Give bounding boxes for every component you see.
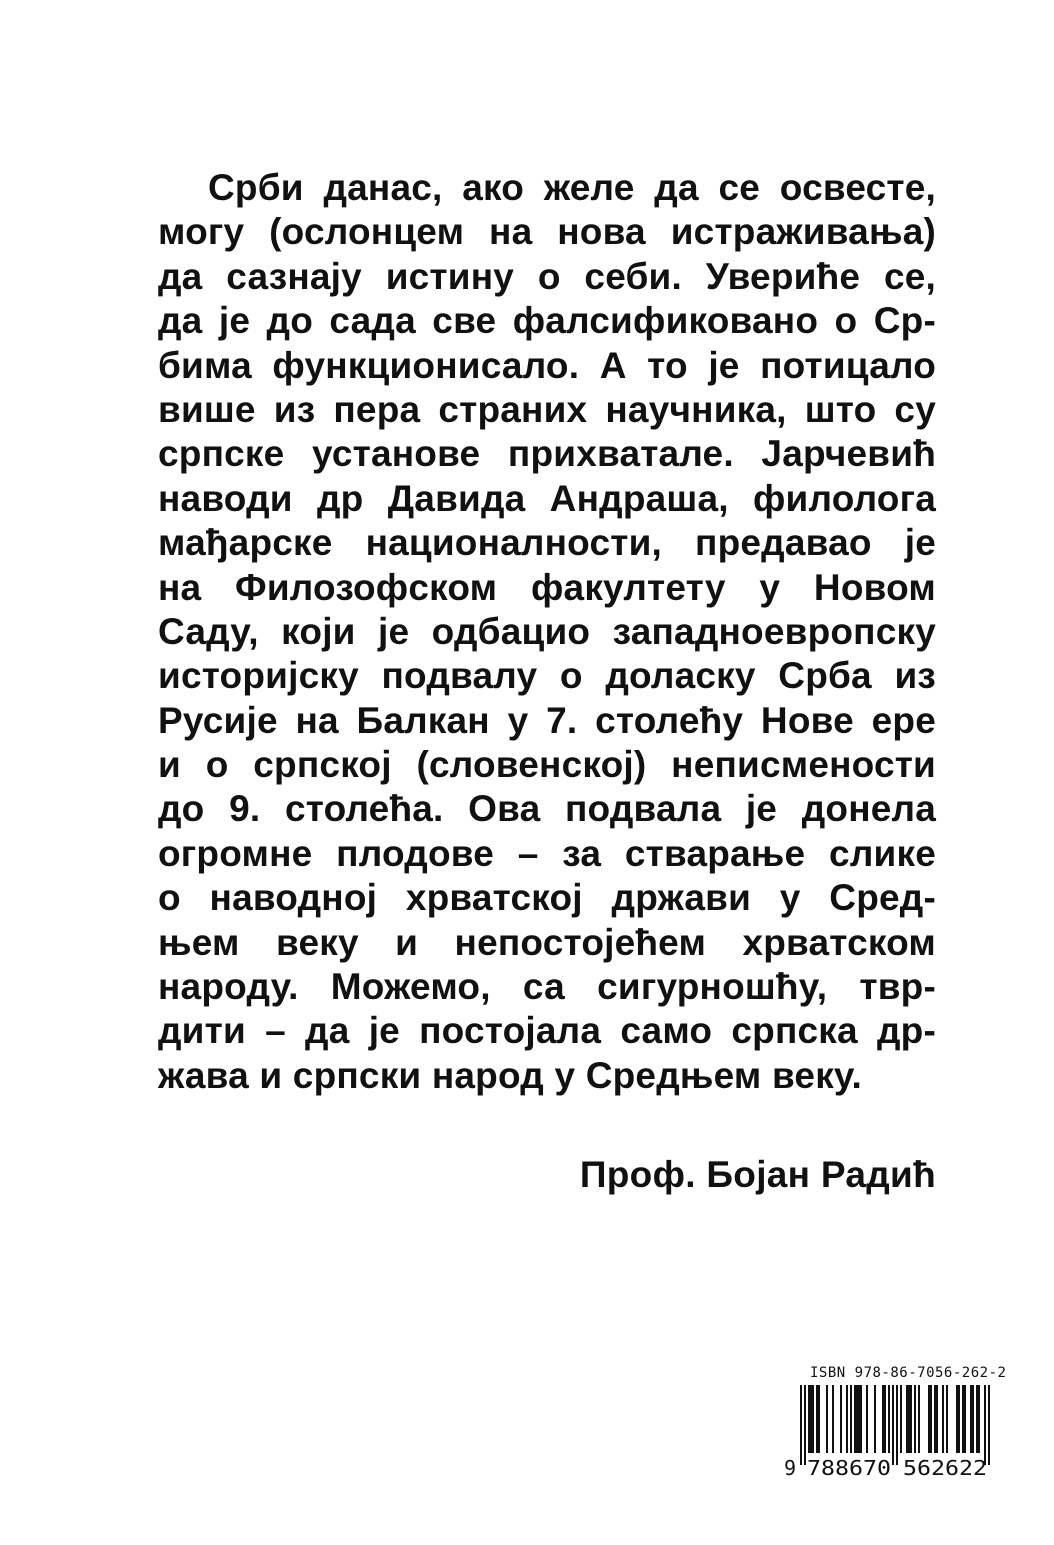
barcode-bar xyxy=(874,1385,876,1453)
barcode-right-digits: 562622 xyxy=(903,1456,987,1480)
text-line: српске установе прихватале. Јарчевић xyxy=(158,433,936,475)
barcode-bar xyxy=(988,1385,990,1465)
text-line: њем веку и непостојећем хрватском xyxy=(158,921,936,963)
barcode-bar xyxy=(896,1385,898,1465)
back-cover-text xyxy=(158,166,936,1098)
barcode-bar xyxy=(928,1385,930,1453)
barcode-bar xyxy=(808,1385,810,1453)
barcode-bar xyxy=(914,1385,916,1453)
text-line: Русије на Балкан у 7. столећу Нове ере xyxy=(158,699,936,741)
isbn-label: ISBN 978-86-7056-262-2 xyxy=(810,1365,1007,1381)
isbn-barcode xyxy=(782,1365,1008,1481)
barcode-bar xyxy=(888,1385,890,1453)
barcode-bar xyxy=(900,1385,902,1453)
barcode-bar xyxy=(918,1385,920,1453)
barcode-bar xyxy=(854,1385,856,1453)
barcode-bar xyxy=(832,1385,834,1453)
barcode-lead-digit: 9 xyxy=(784,1456,797,1480)
text-line: жава и српски народ у Средњем веку. xyxy=(158,1054,862,1096)
text-line: на Филозофском факултету у Новом xyxy=(158,566,936,608)
barcode-bar xyxy=(810,1385,812,1453)
barcode-bar xyxy=(804,1385,806,1465)
barcode-bar xyxy=(856,1385,858,1453)
barcode-bar xyxy=(908,1385,910,1453)
barcode-bar xyxy=(866,1385,868,1453)
barcode-bar xyxy=(892,1385,894,1465)
barcode-bar xyxy=(884,1385,886,1453)
author-signature: Проф. Бојан Радић xyxy=(579,1154,936,1195)
barcode-bars xyxy=(800,1385,990,1465)
text-line: да сазнају истину о себи. Увериће се, xyxy=(158,255,936,297)
barcode-bar xyxy=(850,1385,852,1453)
barcode-bar xyxy=(958,1385,960,1453)
text-line: мађарске националности, предавао је xyxy=(158,522,936,564)
text-line: дити – да је постојала само српска др- xyxy=(158,1010,936,1052)
barcode-bar xyxy=(930,1385,932,1453)
barcode-bar xyxy=(978,1385,980,1453)
barcode-bar xyxy=(826,1385,828,1453)
barcode-bar xyxy=(956,1385,958,1453)
barcode-bar xyxy=(846,1385,848,1453)
barcode-bar xyxy=(800,1385,802,1465)
text-line: о наводној хрватској држави у Сред- xyxy=(158,877,936,919)
barcode-bar xyxy=(972,1385,974,1453)
text-line: и о српској (словенској) неписмености xyxy=(158,744,936,786)
barcode-bar xyxy=(840,1385,842,1453)
barcode-bar xyxy=(936,1385,938,1453)
barcode-bar xyxy=(976,1385,978,1453)
barcode-bar xyxy=(858,1385,860,1453)
text-line: да је до сада све фалсификовано о Ср- xyxy=(158,300,936,342)
barcode-bar xyxy=(910,1385,912,1453)
barcode-bar xyxy=(984,1385,986,1465)
text-line: Срби данас, ако желе да се освесте, xyxy=(208,167,936,208)
barcode-bar xyxy=(934,1385,936,1453)
barcode-bar xyxy=(882,1385,884,1453)
text-line: Саду, који је одбацио западноевропску xyxy=(158,610,936,652)
barcode-left-digits: 788670 xyxy=(807,1456,891,1480)
barcode-bar xyxy=(962,1385,964,1453)
barcode-bar xyxy=(946,1385,948,1453)
barcode-bar xyxy=(964,1385,966,1453)
text-line: бима функционисало. А то је потицало xyxy=(158,344,936,386)
text-line: до 9. столећа. Ова подвала је донела xyxy=(158,788,936,830)
text-line: народу. Можемо, са сигурношћу, твр- xyxy=(158,966,936,1008)
barcode-bar xyxy=(906,1385,908,1453)
barcode-bar xyxy=(818,1385,820,1453)
barcode-bar xyxy=(812,1385,814,1453)
text-line: више из пера страних научника, што су xyxy=(158,388,936,430)
barcode-bar xyxy=(816,1385,818,1453)
barcode-bar xyxy=(942,1385,944,1453)
text-line: историјску подвалу о доласку Срба из xyxy=(158,655,936,697)
text-line: наводи др Давида Андраша, филолога xyxy=(158,477,936,519)
barcode-graphic xyxy=(782,1385,1008,1481)
barcode-bar xyxy=(860,1385,862,1453)
text-line: огромне плодове – за стварање слике xyxy=(158,832,936,874)
barcode-bar xyxy=(970,1385,972,1453)
text-line: могу (ослонцем на нова истраживања) xyxy=(158,211,936,253)
